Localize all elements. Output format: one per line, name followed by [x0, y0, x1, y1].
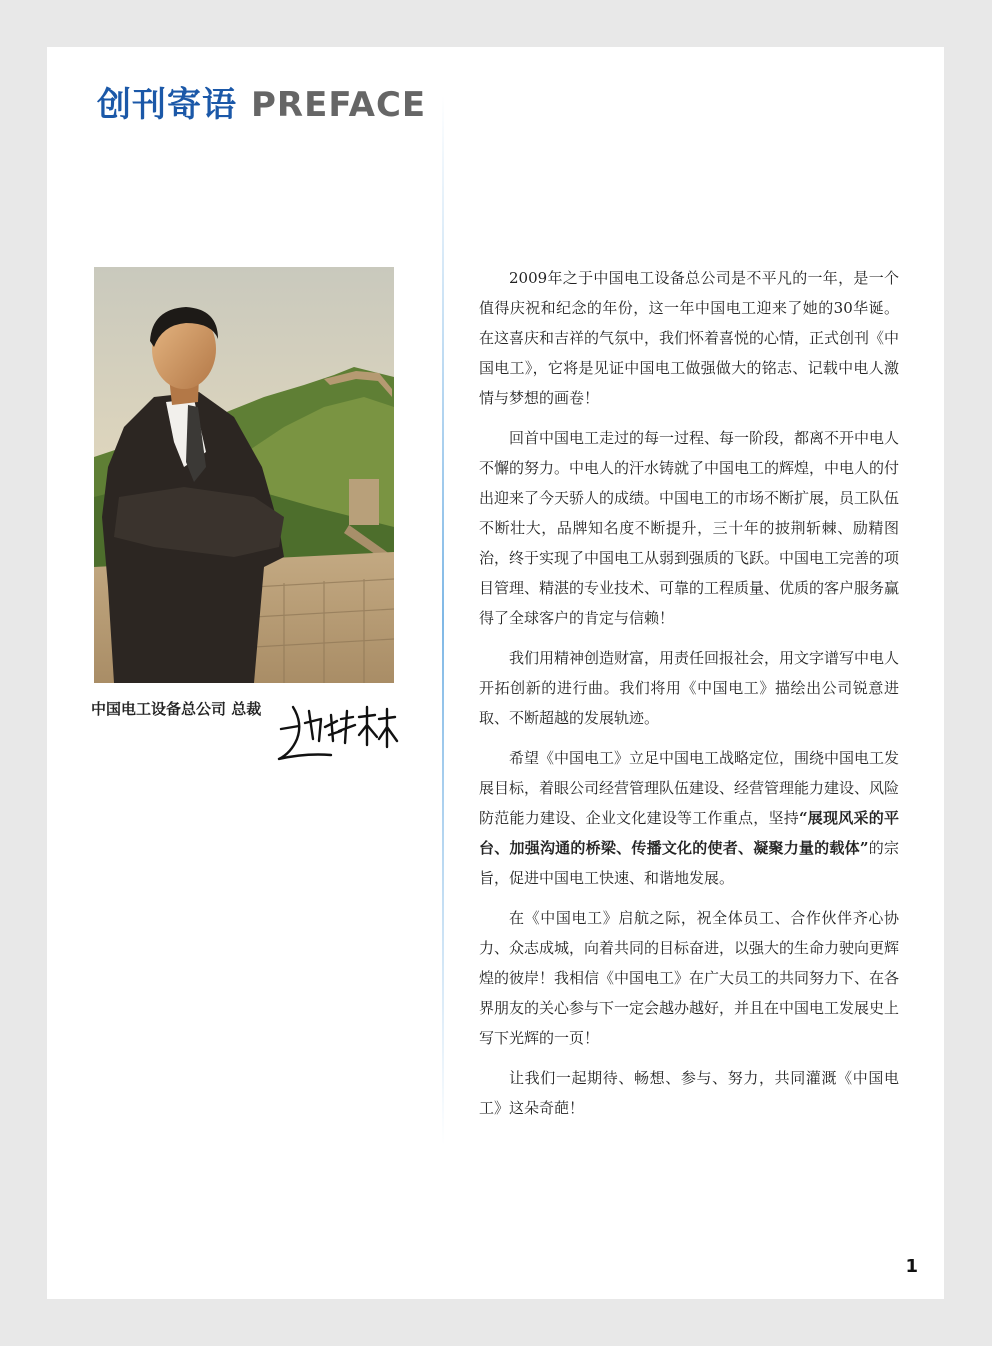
page-header	[97, 77, 426, 126]
paragraph-1: 2009年之于中国电工设备总公司是不平凡的一年，是一个值得庆祝和纪念的年份，这一年中国电工迎来了她的30华诞。在这喜庆和吉祥的气氛中，我们怀着喜悦的心情，正式创刊《中国电工》，它将是见证中国电工做强做大的铭志、记载中电人激情与梦想的画卷！	[479, 269, 900, 407]
paragraph-2: 回首中国电工走过的每一过程、每一阶段，都离不开中电人不懈的努力。中电人的汗水铸就了中国电工的辉煌，中电人的付出迎来了今天骄人的成绩。中国电工的市场不断扩展，员工队伍不断壮大，品牌知名度不断提升，三十年的披荆斩棘、励精图治，终于实现了中国电工从弱到强质的飞跃。中国电工完善的项目管理、精湛的专业技术、可靠的工程质量、优质的客户服务赢得了全球客户的肯定与信赖！	[479, 429, 900, 627]
paragraph-4-slogan: “展现风采的平台、加强沟通的桥梁、传播文化的使者、凝聚力量的载体”	[479, 809, 899, 857]
paragraph-3: 我们用精神创造财富，用责任回报社会，用文字谱写中电人开拓创新的进行曲。我们将用《中国电工》描绘出公司锐意进取、不断超越的发展轨迹。	[479, 649, 900, 727]
title-chinese: 创刊寄语	[97, 85, 237, 125]
photo-caption: 中国电工设备总公司 总裁	[91, 700, 262, 718]
vertical-divider	[442, 95, 444, 1145]
paragraph-5: 在《中国电工》启航之际，祝全体员工、合作伙伴齐心协力、众志成城，向着共同的目标奋进，以强大的生命力驶向更辉煌的彼岸！我相信《中国电工》在广大员工的共同努力下、在各界朋友的关心参与下一定会越办越好，并且在中国电工发展史上写下光辉的一页！	[479, 909, 900, 1047]
paragraph-4-end: 的宗旨，促进中国电工快速、和谐地发展。	[479, 839, 899, 887]
article-body	[479, 263, 899, 1133]
magazine-page	[47, 47, 944, 1299]
handwritten-signature	[275, 695, 399, 763]
title-english: PREFACE	[251, 85, 427, 125]
paragraph-6: 让我们一起期待、畅想、参与、努力，共同灌溉《中国电工》这朵奇葩！	[479, 1069, 899, 1117]
paragraph-4	[479, 743, 899, 893]
page-number: 1	[905, 1256, 918, 1277]
president-photo	[94, 267, 394, 683]
paragraph-4-start: 希望《中国电工》立足中国电工战略定位，围绕中国电工发展目标，着眼公司经营管理队伍建设、经营管理能力建设、风险防范能力建设、企业文化建设等工作重点，坚持	[479, 749, 900, 827]
